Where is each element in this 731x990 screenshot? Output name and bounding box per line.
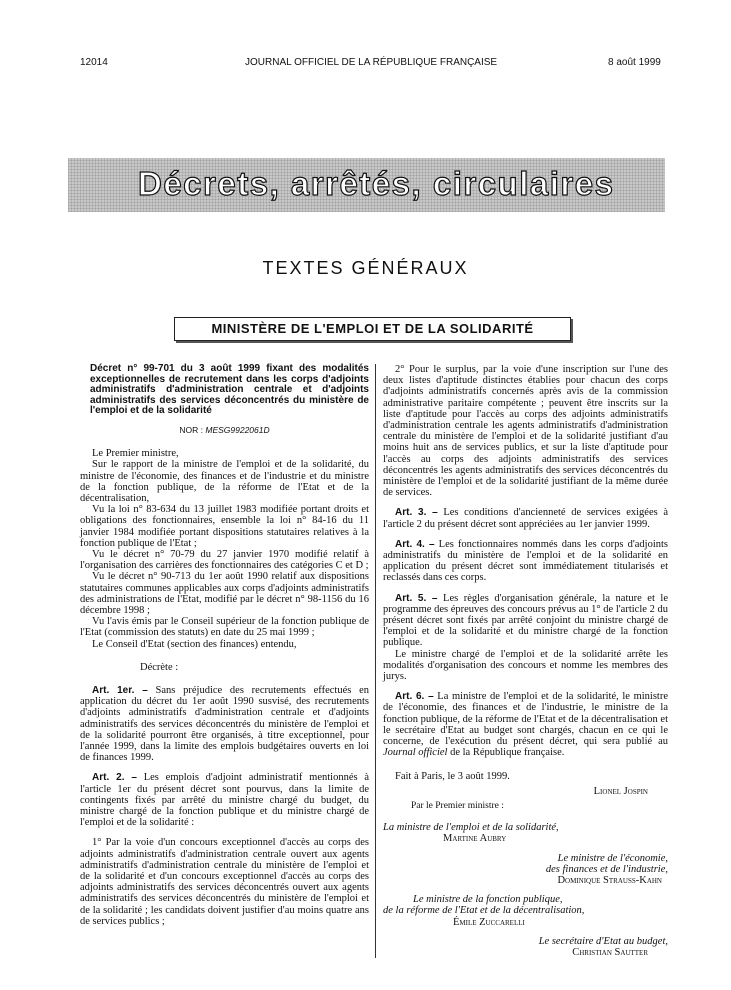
- paragraph: Vu l'avis émis par le Conseil supérieur de la fonction publique de l'Etat (commission des statuts) en date du 25 mai 1999 ;: [80, 616, 369, 639]
- minister-name: Émile Zuccarelli: [453, 916, 525, 928]
- article-5: Art. 5. – Les règles d'organisation générale, la nature et le programme des épreuves des concours prévus au 1° de l'article 2 du présent décret sont fixés par arrêté conjoint du ministre chargé de l'emploi et de la solidarité et du ministre chargé de la fonction publique.: [383, 592, 668, 649]
- minister-title: Le secrétaire d'Etat au budget,: [538, 935, 668, 947]
- article-6: Art. 6. – La ministre de l'emploi et de la solidarité, le ministre de l'économie, des finances et de l'industrie, le ministre de la fonction publique, de la réforme de l'Etat et de la décentralisation et le secrétaire d'Etat au budget sont chargés, chacun en ce qui le concerne, de l'exécution du présent décret, qui sera publié au Journal officiel de la République française.: [383, 691, 668, 759]
- nor-reference: NOR : MESG9922061D: [179, 424, 270, 435]
- column-divider: [375, 364, 376, 958]
- article-2: Art. 2. – Les emplois d'adjoint administratif mentionnés à l'article 1er du présent décret sont pourvus, dans la limite de contingents fixés par arrêté du ministre chargé du budget, du ministre chargé de la fonction publique et du ministre chargé de l'emploi et de la solidarité :: [80, 772, 369, 829]
- article-1: Art. 1er. – Sans préjudice des recrutements effectués en application du décret du 1er août 1990 susvisé, des recrutements d'adjoints administratifs d'administration centrale et d'adjoints administratifs des services déconcentrés du ministère de l'emploi et de la solidarité pourront être organisés, à titre exceptionnel, pour l'année 1999, dans la limite des emplois budgétaires ouverts en loi de finances 1999.: [80, 685, 369, 764]
- par-premier-ministre: Par le Premier ministre :: [411, 800, 504, 811]
- publication-date: 8 août 1999: [608, 57, 661, 68]
- paragraph: Vu la loi n° 83-634 du 13 juillet 1983 modifiée portant droits et obligations des fonctionnaires, ensemble la loi n° 84-16 du 11 janvier 1984 modifiée portant dispositions statutaires relatives à la fonction publique de l'Etat ;: [80, 504, 369, 549]
- paragraph: Le ministre chargé de l'emploi et de la solidarité arrête les modalités d'organisation des concours et nomme les membres des jurys.: [383, 648, 668, 683]
- minister-title: Le ministre de l'économie,: [557, 852, 668, 864]
- banner-title: Décrets, arrêtés, circulaires: [138, 165, 615, 202]
- paragraph: Le Premier ministre,: [92, 448, 179, 460]
- ministry-heading: MINISTÈRE DE L'EMPLOI ET DE LA SOLIDARITÉ: [174, 317, 571, 341]
- paragraph: 1° Par la voie d'un concours exceptionnel d'accès au corps des adjoints administratifs d'administration centrale ouvert aux agents administratifs d'administration centrale du ministère de l'emploi et de la solidarité et d'un concours exceptionnel d'accès au corps des adjoints administratifs des services déconcentrés ouvert aux agents administratifs des services déconcentrés du ministère de l'emploi et de la solidarité ; les candidats doivent justifier d'au moins quatre ans de services publics ;: [80, 837, 369, 927]
- minister-title: de la réforme de l'Etat et de la décentralisation,: [383, 905, 585, 917]
- article-4: Art. 4. – Les fonctionnaires nommés dans les corps d'adjoints administratifs du ministère de l'emploi et de la solidarité en application du présent décret sont immédiatement titularisés et reclassés dans ces corps.: [383, 538, 668, 584]
- paragraph: Sur le rapport de la ministre de l'emploi et de la solidarité, du ministre de l'économie, des finances et de l'industrie et du ministre de la fonction publique, de la réforme de l'Etat et de la décentralisation,: [80, 459, 369, 504]
- signature-date: Fait à Paris, le 3 août 1999.: [395, 770, 510, 782]
- signature-pm: Lionel Jospin: [593, 785, 648, 797]
- left-column: [80, 364, 369, 927]
- minister-name: Martine Aubry: [443, 833, 507, 845]
- minister-title: La ministre de l'emploi et de la solidarité,: [383, 822, 559, 834]
- article-3: Art. 3. – Les conditions d'ancienneté de services exigées à l'article 2 du présent décret sont appréciées au 1er janvier 1999.: [383, 507, 669, 530]
- right-column: [383, 364, 668, 958]
- minister-title: des finances et de l'industrie,: [545, 863, 668, 875]
- minister-name: Dominique Strauss-Kahn: [557, 874, 662, 886]
- minister-name: Christian Sautter: [572, 946, 648, 958]
- decree-title: Décret n° 99-701 du 3 août 1999 fixant des modalités exceptionnelles de recrutement dans les corps d'adjoints administratifs d'administration centrale et d'adjoints administratifs des services déconcentrés du ministère de l'emploi et de la solidarité: [90, 363, 369, 417]
- minister-title: Le ministre de la fonction publique,: [413, 894, 563, 906]
- page-number: 12014: [80, 57, 108, 68]
- section-banner: [68, 158, 665, 212]
- paragraph: 2° Pour le surplus, par la voie d'une inscription sur l'une des deux listes d'aptitude distinctes établies pour chacun des corps d'adjoints administratifs concernés après avis de la commission administrative paritaire compétente ; peuvent être inscrits sur la liste d'aptitude pour l'accès au corps des adjoints administratifs d'administration centrale les agents administratifs d'administration centrale du ministère de l'emploi et de la solidarité justifiant d'au moins huit ans de services publics, et sur la liste d'aptitude pour l'accès au corps des adjoints administratifs des services déconcentrés les agents administratifs des services déconcentrés du ministère de l'emploi et de la solidarité justifiant de la même durée de services.: [383, 364, 668, 499]
- paragraph: Le Conseil d'Etat (section des finances) entendu,: [92, 638, 297, 650]
- paragraph: Vu le décret n° 70-79 du 27 janvier 1970 modifié relatif à l'organisation des carrières des fonctionnaires des catégories C et D ;: [80, 549, 369, 572]
- section-heading: TEXTES GÉNÉRAUX: [262, 258, 469, 278]
- decrete: Décrète :: [140, 661, 179, 673]
- journal-title: JOURNAL OFFICIEL DE LA RÉPUBLIQUE FRANÇAISE: [245, 57, 498, 68]
- paragraph: Vu le décret n° 90-713 du 1er août 1990 relatif aux dispositions statutaires communes applicables aux corps d'adjoints administratifs des administrations de l'Etat, modifié par le décret n° 98-1156 du 16 décembre 1998 ;: [80, 571, 369, 617]
